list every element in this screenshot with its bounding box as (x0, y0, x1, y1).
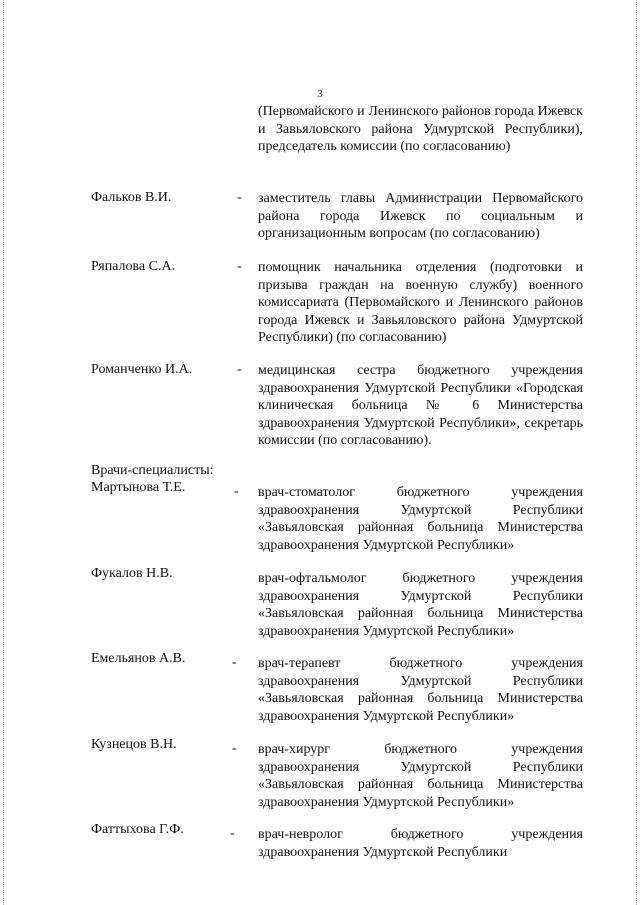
member-name: Кузнецов В.Н. (91, 737, 177, 752)
member-role: врач-невролог бюджетного учреждения здравоохранения Удмуртской Республики (258, 827, 583, 860)
member-role: помощник начальника отделения (подготовки и призыва граждан на военную службу) военного комиссариата (Первомайского и Ленинского районов города Ижевск и Завьяловского района Удмуртской Республики) (по согласованию) (258, 260, 583, 345)
member-dash: - (237, 259, 242, 274)
member-name: Фаттыхова Г.Ф. (91, 822, 184, 837)
member-role: врач-хирург бюджетного учреждения здравоохранения Удмуртской Республики «Завьяловская районная больница Министерства здравоохранения Удмуртской Республики» (258, 742, 583, 810)
member-name: Емельянов А.В. (91, 651, 186, 666)
member-dash: - (234, 484, 239, 499)
page-number: 3 (317, 88, 323, 100)
intro-text: (Первомайского и Ленинского районов города Ижевск и Завьяловского района Удмуртской Республики), председатель комиссии (по согласованию) (258, 104, 583, 154)
member-name: Ряпалова С.А. (91, 259, 176, 274)
member-name: Мартынова Т.Е. (91, 480, 186, 495)
member-name: Романченко И.А. (91, 362, 193, 377)
member-role: врач-стоматолог бюджетного учреждения здравоохранения Удмуртской Республики «Завьяловская районная больница Министерства здравоохранения Удмуртской Республики» (258, 485, 583, 553)
member-dash: - (230, 826, 235, 841)
member-role: врач-терапевт бюджетного учреждения здравоохранения Удмуртской Республики «Завьяловская районная больница Министерства здравоохранения Удмуртской Республики» (258, 656, 583, 724)
members-heading: Врачи-специалисты: (91, 463, 214, 478)
member-role: врач-офтальмолог бюджетного учреждения здравоохранения Удмуртской Республики «Завьяловская районная больница Министерства здравоохранения Удмуртской Республики» (258, 571, 583, 639)
member-dash: - (232, 655, 237, 670)
member-dash: - (232, 741, 237, 756)
page-edge-left (3, 0, 4, 905)
page-edge-right (636, 0, 637, 905)
member-dash: - (237, 190, 242, 205)
member-dash: - (237, 362, 242, 377)
member-name: Фальков В.И. (91, 190, 172, 205)
member-role: медицинская сестра бюджетного учреждения здравоохранения Удмуртской Республики «Городская клиническая больница № 6 Министерства здравоохранения Удмуртской Республики», секретарь комиссии (по согласованию). (258, 363, 583, 448)
member-role: заместитель главы Администрации Первомайского района города Ижевск по социальным и организационным вопросам (по согласованию) (258, 191, 583, 241)
member-name: Фукалов Н.В. (91, 566, 173, 581)
